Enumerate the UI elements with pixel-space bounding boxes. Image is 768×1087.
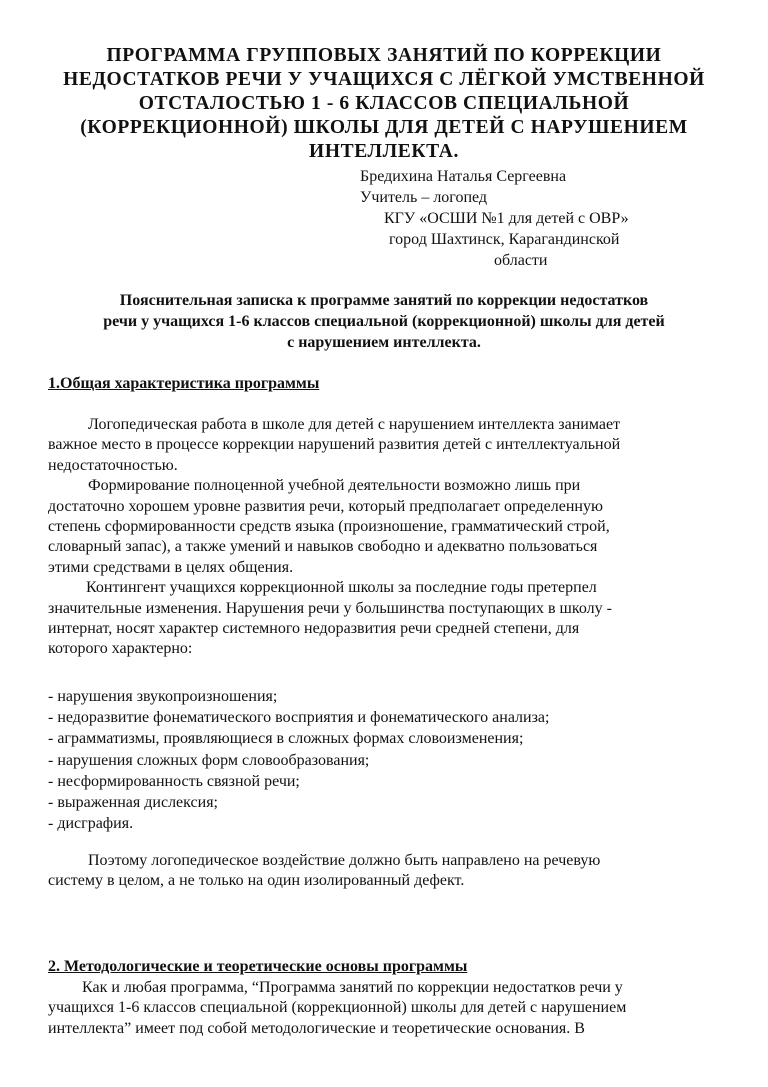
paragraph-line: интернат, носят характер системного недоразвития речи средней степени, для [48,620,580,638]
list-item: - нарушения сложных форм словообразования; [48,751,370,769]
title-line: ОТСТАЛОСТЬЮ 1 - 6 КЛАССОВ СПЕЦИАЛЬНОЙ [138,93,630,114]
section-1-text [48,415,728,660]
paragraph-line: словарный запас), а также умений и навыков свободно и адекватно пользоваться [48,538,598,556]
paragraph-line: этими средствами в целях общения. [48,558,294,576]
author-city: город Шахтинск, Карагандинской [389,231,620,248]
paragraph-line: Формирование полноценной учебной деятельности возможно лишь при [88,477,581,495]
paragraph-line: важное место в процессе коррекции нарушений развития детей с интеллектуальной [48,436,621,454]
title-line: ИНТЕЛЛЕКТА. [309,141,459,162]
symptoms-list [48,686,549,834]
paragraph-line: Контингент учащихся коррекционной школы за последние годы претерпел [86,579,597,597]
note-title-line: с нарушением интеллекта. [287,334,481,351]
title-line: ПРОГРАММА ГРУППОВЫХ ЗАНЯТИЙ ПО КОРРЕКЦИИ [106,45,662,66]
note-title-line: речи у учащихся 1-6 классов специальной (коррекционной) школы для детей [103,313,665,330]
section-1-heading: 1.Общая характеристика программы [48,375,320,392]
author-position: Учитель – логопед [360,189,488,206]
paragraph-line: систему в целом, а не только на один изолированный дефект. [48,872,465,890]
author-organization: КГУ «ОСШИ №1 для детей с ОВР» [384,210,629,227]
section-2-text [48,978,728,1039]
paragraph-line: значительные изменения. Нарушения речи у большинства поступающих в школу - [48,599,612,617]
section-2-heading: 2. Методологические и теоретические основы программы [48,958,468,975]
paragraph-line: которого характерно: [48,640,193,658]
list-item: - выраженная дислексия; [48,794,218,812]
list-item: - дисграфия. [48,815,134,833]
list-item: - аграмматизмы, проявляющиеся в сложных формах словоизменения; [48,730,524,748]
author-region: области [494,252,548,269]
paragraph-line: достаточно хорошем уровне развития речи, который предполагает определенную [48,497,603,515]
note-title-line: Пояснительная записка к программе занятий по коррекции недостатков [119,292,649,309]
title-line: (КОРРЕКЦИОННОЙ) ШКОЛЫ ДЛЯ ДЕТЕЙ С НАРУШЕНИЕМ [80,117,688,138]
note-title [40,290,728,353]
author-name: Бредихина Наталья Сергеевна [360,168,567,185]
paragraph-line: Логопедическая работа в школе для детей с нарушением интеллекта занимает [88,416,621,433]
paragraph-line: учащихся 1-6 классов специальной (коррекционной) школы для детей с нарушением [48,999,627,1017]
list-item: - нарушения звукопроизношения; [48,688,278,705]
paragraph-line: интеллекта” имеет под собой методологические и теоретические основания. В [48,1019,585,1037]
list-item: - недоразвитие фонематического восприятия и фонематического анализа; [48,709,550,727]
author-block [360,166,690,271]
paragraph-line: Поэтому логопедическое воздействие должно быть направлено на речевую [88,852,601,869]
section-1-conclusion [48,851,728,892]
paragraph-line: недостаточностью. [48,456,178,474]
title-line: НЕДОСТАТКОВ РЕЧИ У УЧАЩИХСЯ С ЛЁГКОЙ УМСТВЕННОЙ [63,69,705,90]
paragraph-line: Как и любая программа, “Программа занятий по коррекции недостатков речи у [82,979,623,996]
document-title [40,44,728,164]
paragraph-line: степень сформированности средств языка (произношение, грамматический строй, [48,518,610,536]
list-item: - несформированность связной речи; [48,772,300,790]
